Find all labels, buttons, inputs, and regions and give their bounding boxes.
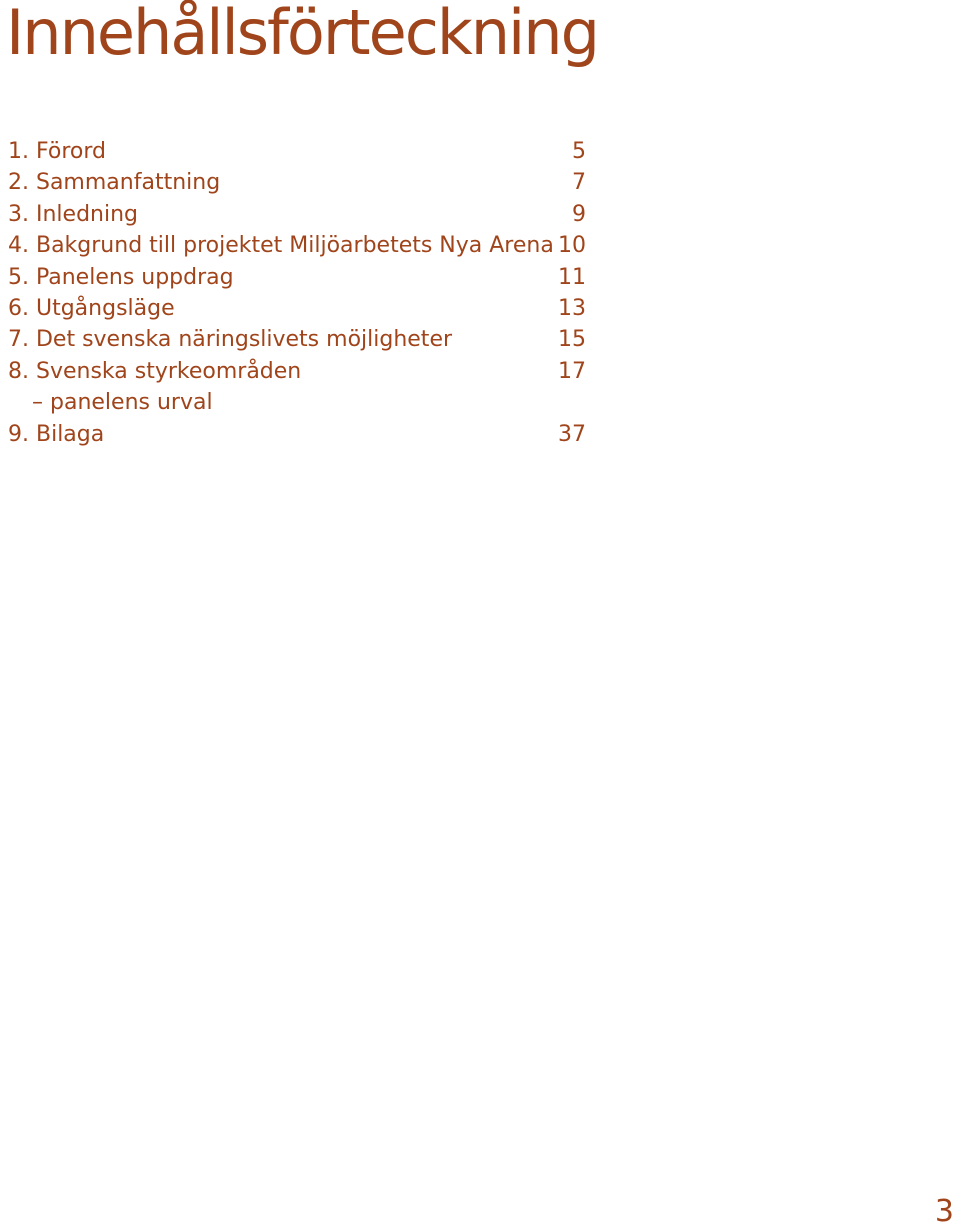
toc-entry-label: 4. Bakgrund till projektet Miljöarbetets Nya Arena — [8, 233, 554, 259]
toc-entry-panelens-urval[interactable] — [8, 387, 588, 418]
toc-entry-label: 9. Bilaga — [8, 421, 105, 447]
toc-entry-inledning[interactable] — [8, 199, 588, 230]
table-of-contents — [8, 136, 588, 450]
page-number: 3 — [934, 1194, 954, 1229]
toc-entry-forord[interactable] — [8, 136, 588, 167]
toc-entry-utgangslage[interactable] — [8, 293, 588, 324]
toc-entry-page: 5 — [572, 139, 586, 164]
toc-entry-bilaga[interactable] — [8, 419, 588, 450]
toc-entry-page: 9 — [572, 201, 586, 227]
toc-entry-styrkeomraden[interactable] — [8, 356, 588, 387]
toc-entry-page: 10 — [558, 233, 586, 259]
toc-entry-page: 11 — [558, 264, 586, 290]
toc-entry-label: 1. Förord — [8, 139, 106, 164]
toc-entry-page: 13 — [558, 295, 586, 321]
toc-entry-label: 6. Utgångsläge — [8, 295, 175, 321]
toc-entry-page: 7 — [572, 170, 586, 196]
toc-entry-bakgrund[interactable] — [8, 230, 588, 261]
toc-entry-label: 2. Sammanfattning — [8, 170, 221, 196]
toc-entry-label: – panelens urval — [32, 390, 213, 416]
page-title: Innehållsförteckning — [6, 0, 598, 69]
toc-entry-label: 5. Panelens uppdrag — [8, 264, 234, 290]
toc-entry-page: 15 — [558, 327, 586, 353]
toc-entry-label: 8. Svenska styrkeområden — [8, 358, 302, 384]
toc-entry-naringslivets-mojligheter[interactable] — [8, 324, 588, 355]
toc-entry-label: 3. Inledning — [8, 201, 138, 227]
toc-entry-page: 17 — [558, 358, 586, 384]
toc-entry-label: 7. Det svenska näringslivets möjligheter — [8, 327, 453, 353]
toc-entry-sammanfattning[interactable] — [8, 167, 588, 198]
toc-entry-panelens-uppdrag[interactable] — [8, 262, 588, 293]
toc-entry-page: 37 — [558, 421, 586, 447]
